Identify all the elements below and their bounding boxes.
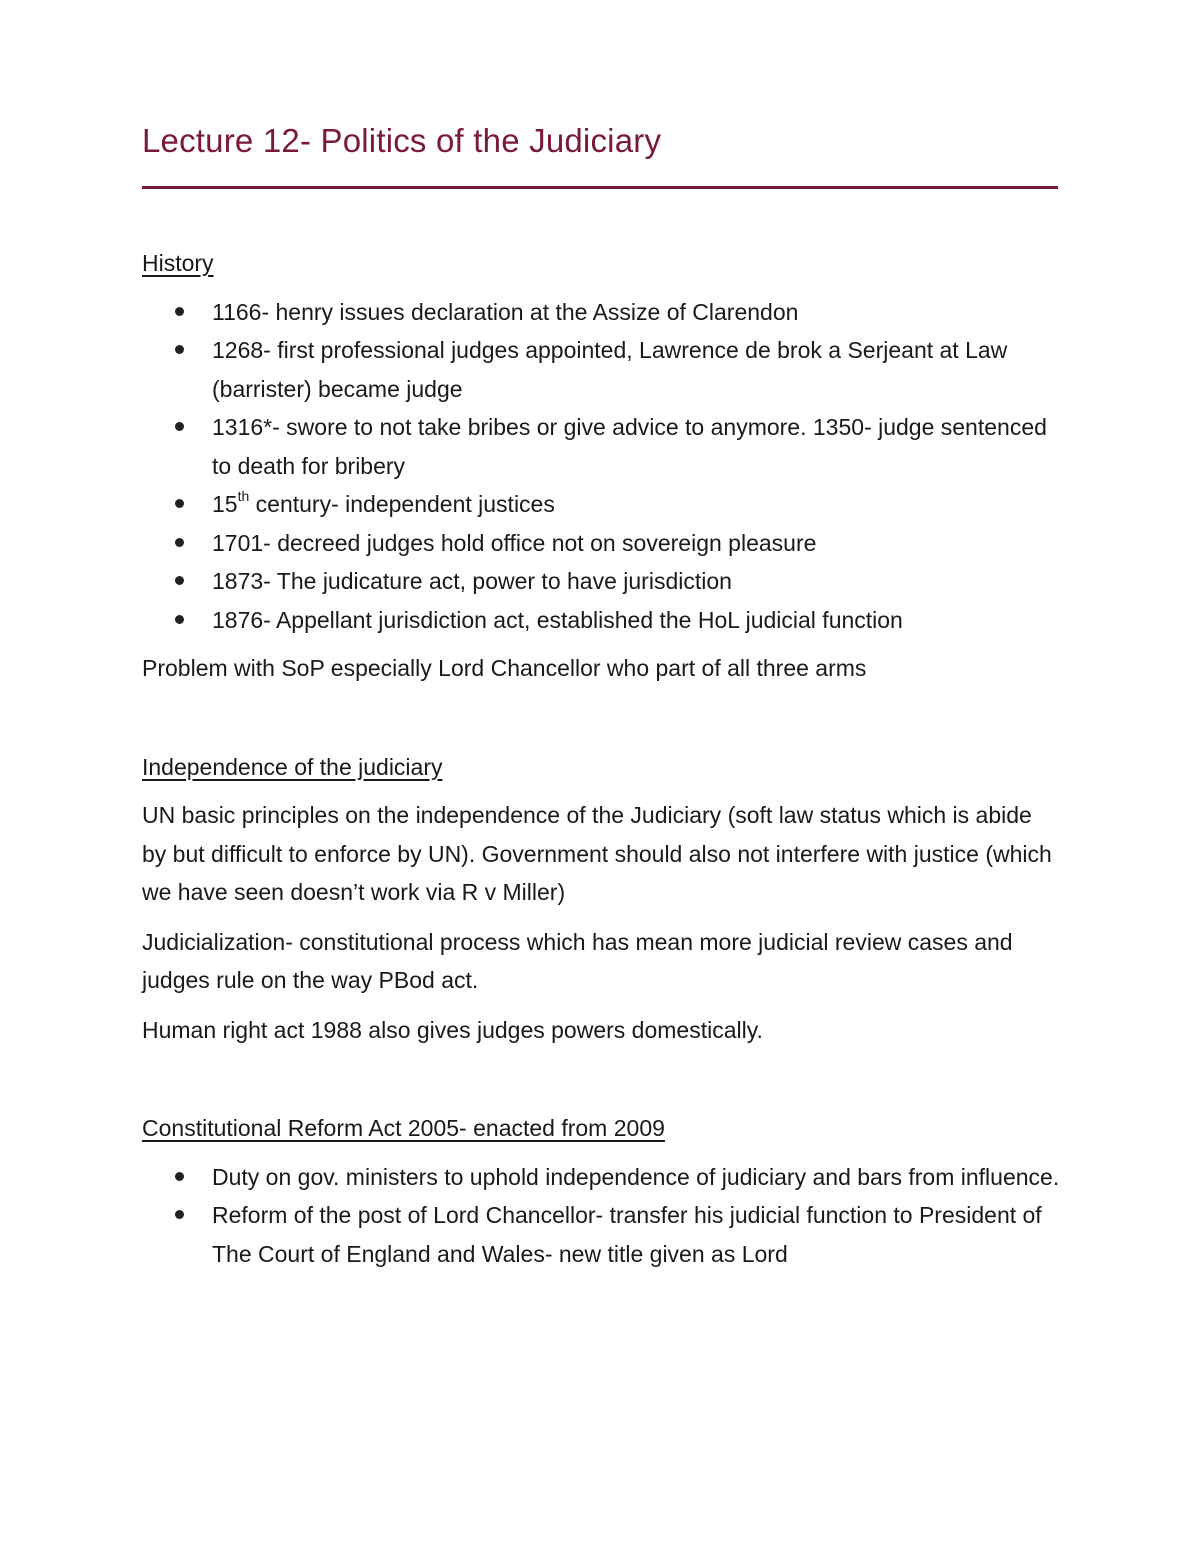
- spacer: [142, 1060, 1062, 1109]
- list-item-text: 1166- henry issues declaration at the Assize of Clarendon: [212, 298, 799, 325]
- bullet-icon: [175, 345, 184, 354]
- bullet-icon: [175, 615, 184, 624]
- bullet-icon: [175, 538, 184, 547]
- list-item: [142, 562, 1062, 601]
- spacer: [142, 699, 1062, 748]
- section-heading-independence: Independence of the judiciary: [142, 753, 443, 780]
- list-item: [142, 293, 1062, 332]
- list-item: [142, 601, 1062, 640]
- section-heading-cra: Constitutional Reform Act 2005- enacted from 2009: [142, 1115, 665, 1141]
- list-item-text: 1873- The judicature act, power to have jurisdiction: [212, 568, 732, 594]
- list-item-text: Reform of the post of Lord Chancellor- transfer his judicial function to President of The Court of England and Wales- new title given as Lord: [212, 1202, 1042, 1267]
- bullet-icon: [175, 307, 184, 316]
- bullet-icon: [175, 576, 184, 585]
- list-item: [142, 485, 1062, 524]
- list-item-text: 1876- Appellant jurisdiction act, established the HoL judicial function: [212, 606, 903, 633]
- list-item-text-prefix: 15: [212, 491, 238, 517]
- list-item: [142, 1196, 1062, 1273]
- list-item: [142, 331, 1062, 408]
- page-title: Lecture 12- Politics of the Judiciary: [142, 122, 662, 159]
- superscript: th: [237, 488, 250, 505]
- bullet-icon: [175, 1210, 184, 1219]
- list-item-text: 1701- decreed judges hold office not on sovereign pleasure: [212, 529, 817, 556]
- list-item: [142, 1158, 1062, 1197]
- list-item-text: 1268- first professional judges appointed, Lawrence de brok a Serjeant at Law (barrister) became judge: [212, 337, 1008, 402]
- list-item: [142, 524, 1062, 563]
- paragraph: UN basic principles on the independence of the Judiciary (soft law status which is abide by but difficult to enforce by UN). Government should also not interfere with justice (which we have seen doesn’t work via R v Miller): [142, 802, 1052, 905]
- list-item: [142, 408, 1062, 485]
- bullet-icon: [175, 422, 184, 431]
- cra-list: [142, 1158, 1062, 1274]
- paragraph: Judicialization- constitutional process which has mean more judicial review cases and judges rule on the way PBod act.: [142, 928, 1013, 993]
- list-item-text: 1316*- swore to not take bribes or give advice to anymore. 1350- judge sentenced to death for bribery: [212, 414, 1047, 479]
- history-list: [142, 293, 1062, 640]
- bullet-icon: [175, 1172, 184, 1181]
- list-item-text-rest: century- independent justices: [249, 491, 555, 517]
- title-divider: [142, 186, 1058, 189]
- section-heading-history: History: [142, 250, 214, 276]
- bullet-icon: [175, 499, 184, 508]
- document-body: [142, 244, 1062, 1283]
- paragraph: Human right act 1988 also gives judges powers domestically.: [142, 1016, 763, 1043]
- history-note: Problem with SoP especially Lord Chancellor who part of all three arms: [142, 655, 867, 681]
- list-item-text: Duty on gov. ministers to uphold independence of judiciary and bars from influence.: [212, 1163, 1060, 1190]
